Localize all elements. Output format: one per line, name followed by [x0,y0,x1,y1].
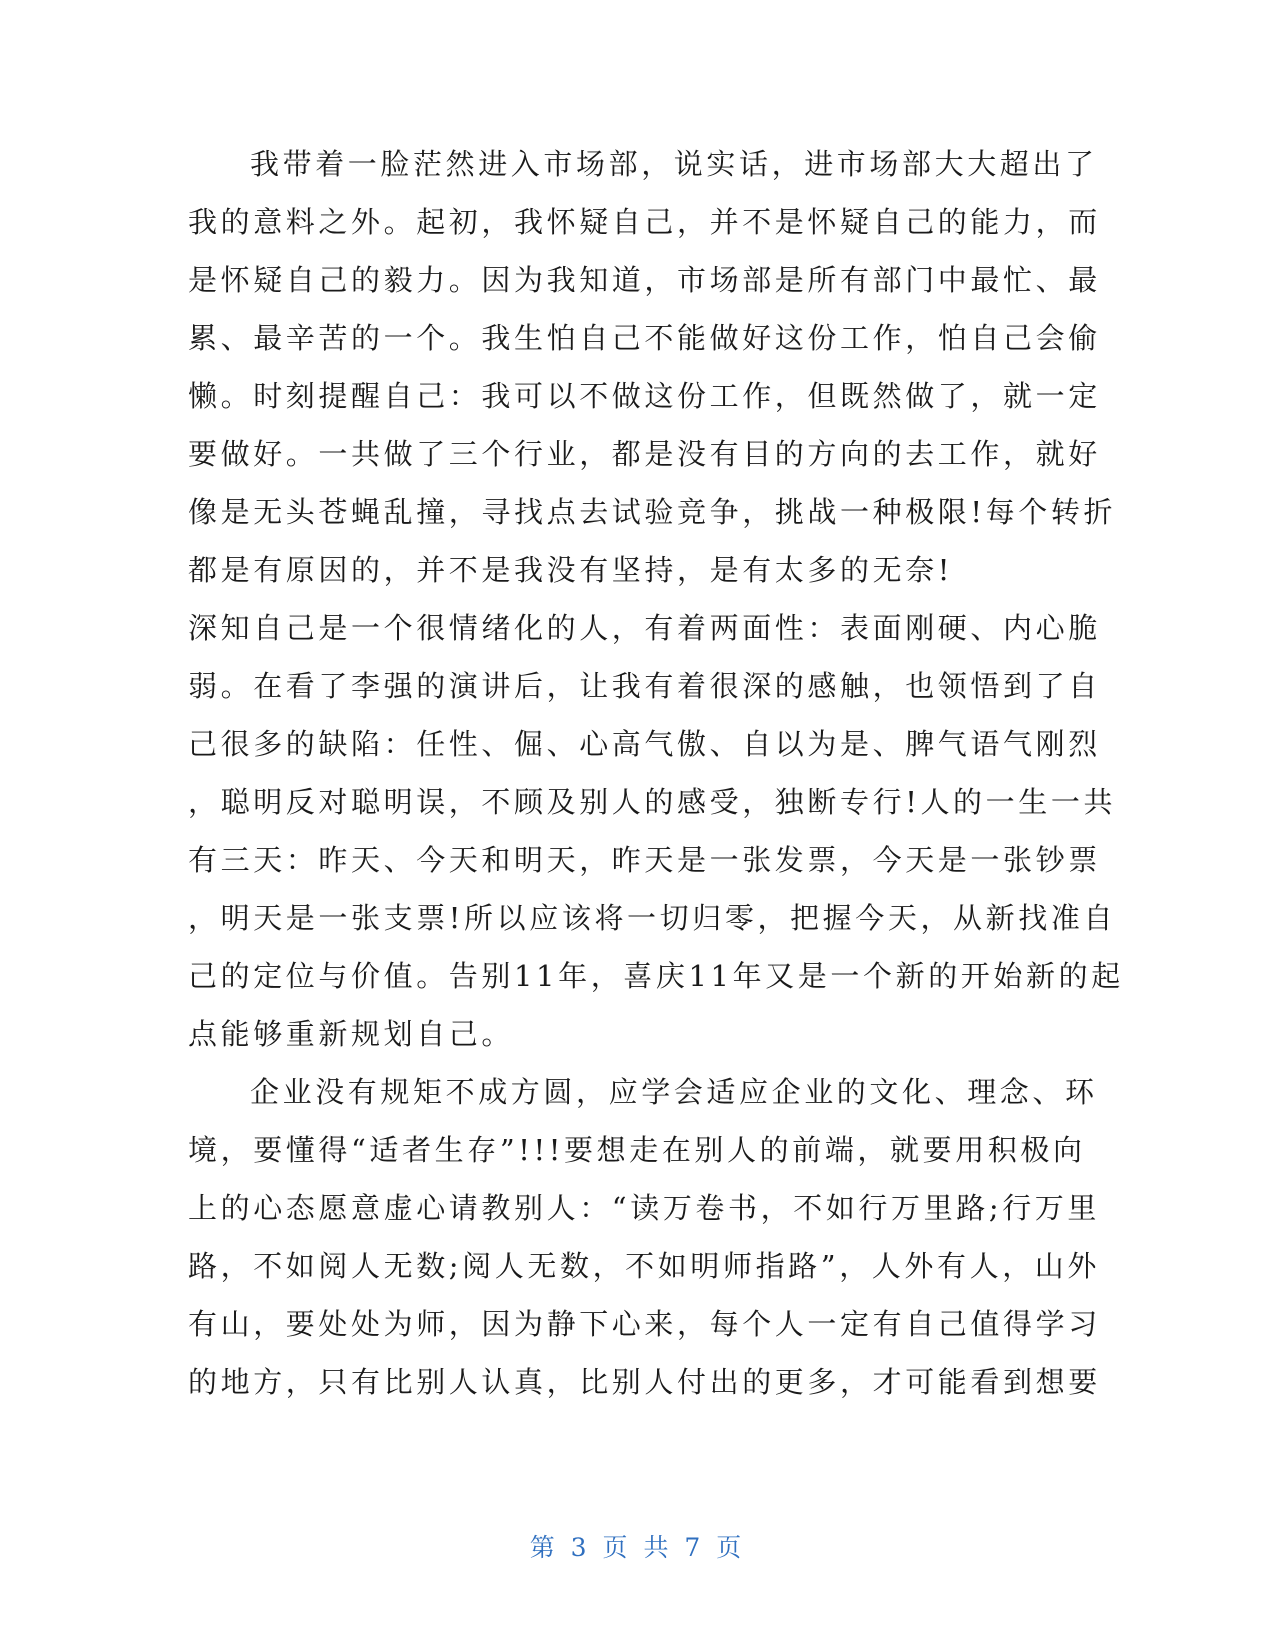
text-line: 的地方，只有比别人认真，比别人付出的更多，才可能看到想要 [188,1365,1101,1399]
text-line: 己很多的缺陷：任性、倔、心高气傲、自以为是、脾气语气刚烈 [188,727,1101,761]
text-line: 我带着一脸茫然进入市场部，说实话，进市场部大大超出了 [250,147,1098,181]
text-line: 都是有原因的，并不是我没有坚持，是有太多的无奈! [188,553,954,587]
text-line: ，聪明反对聪明误，不顾及别人的感受，独断专行!人的一生一共 [188,785,1117,819]
text-line: 懒。时刻提醒自己：我可以不做这份工作，但既然做了，就一定 [188,379,1101,413]
text-line: 境，要懂得“适者生存”!!!要想走在别人的前端，就要用积极向 [188,1133,1086,1167]
text-line: 路，不如阅人无数;阅人无数，不如明师指路”，人外有人，山外 [188,1249,1100,1283]
text-line: 有三天：昨天、今天和明天，昨天是一张发票，今天是一张钞票 [188,843,1101,877]
text-line: 深知自己是一个很情绪化的人，有着两面性：表面刚硬、内心脆 [188,611,1101,645]
text-line: ，明天是一张支票!所以应该将一切归零，把握今天，从新找准自 [188,901,1117,935]
text-line: 像是无头苍蝇乱撞，寻找点去试验竞争，挑战一种极限!每个转折 [188,495,1117,529]
text-line: 累、最辛苦的一个。我生怕自己不能做好这份工作，怕自己会偷 [188,321,1101,355]
text-line: 是怀疑自己的毅力。因为我知道，市场部是所有部门中最忙、最 [188,263,1101,297]
text-line: 上的心态愿意虚心请教别人：“读万卷书，不如行万里路;行万里 [188,1191,1100,1225]
text-line: 有山，要处处为师，因为静下心来，每个人一定有自己值得学习 [188,1307,1101,1341]
page-number-footer: 第 3 页 共 7 页 [529,1533,746,1562]
text-line: 要做好。一共做了三个行业，都是没有目的方向的去工作，就好 [188,437,1101,471]
text-line: 点能够重新规划自己。 [188,1017,515,1051]
text-line: 己的定位与价值。告别11年，喜庆11年又是一个新的开始新的起 [188,959,1124,993]
text-line: 企业没有规矩不成方圆，应学会适应企业的文化、理念、环 [250,1075,1098,1109]
text-line: 弱。在看了李强的演讲后，让我有着很深的感触，也领悟到了自 [188,669,1101,703]
text-line: 我的意料之外。起初，我怀疑自己，并不是怀疑自己的能力，而 [188,205,1101,239]
